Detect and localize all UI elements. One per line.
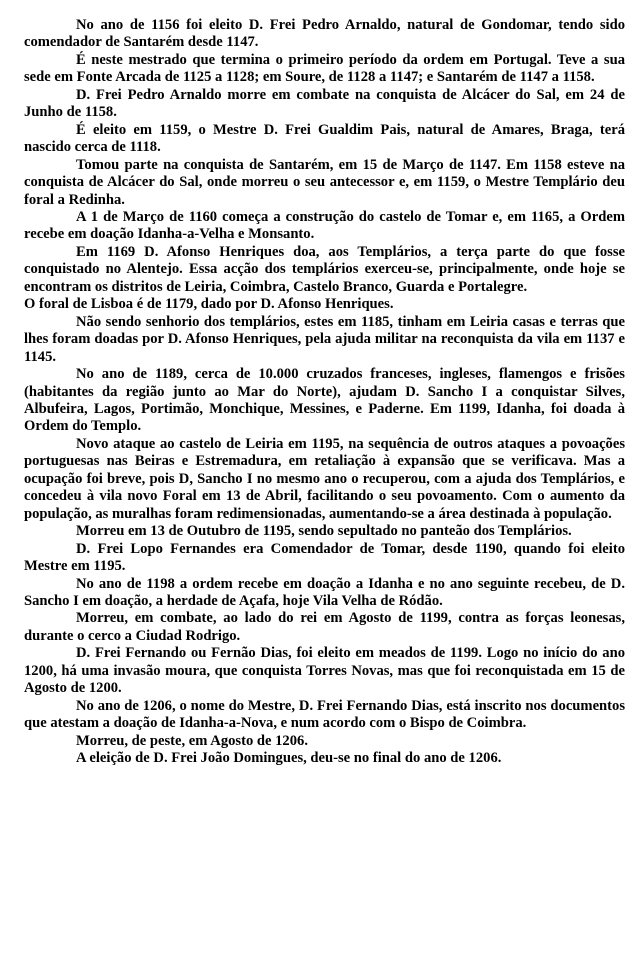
paragraph-19: A eleição de D. Frei João Domingues, deu-se no final do ano de 1206. (76, 750, 502, 767)
paragraph-10: No ano de 1189, cerca de 10.000 cruzados franceses, ingleses, flamengos e frisões (habitantes da região junto ao Mar do Norte), ajudam D. Sancho I a conquistar Silves, Albufeira, Lagos, Portimão, Monchique, Messines, e Paderne. Em 1199, Idanha, foi doada à Ordem do Templo. (24, 366, 625, 435)
paragraph-1: No ano de 1156 foi eleito D. Frei Pedro Arnaldo, natural de Gondomar, tendo sido comendador de Santarém desde 1147. (24, 17, 625, 51)
paragraph-17: No ano de 1206, o nome do Mestre, D. Frei Fernando Dias, está inscrito nos documentos que atestam a doação de Idanha-a-Nova, e num acordo com o Bispo de Coimbra. (24, 697, 625, 732)
paragraph-6: A 1 de Março de 1160 começa a construção do castelo de Tomar e, em 1165, a Ordem recebe em doação Idanha-a-Velha e Monsanto. (24, 208, 625, 243)
paragraph-2: É neste mestrado que termina o primeiro período da ordem em Portugal. Teve a sua sede em Fonte Arcada de 1125 a 1128; em Soure, de 1128 a 1147; e Santarém de 1147 a 1158. (24, 51, 625, 86)
paragraph-13: D. Frei Lopo Fernandes era Comendador de Tomar, desde 1190, quando foi eleito Mestre em 1195. (24, 540, 625, 575)
paragraph-12: Morreu em 13 de Outubro de 1195, sendo sepultado no panteão dos Templários. (76, 523, 572, 540)
paragraph-11: Novo ataque ao castelo de Leiria em 1195, na sequência de outros ataques a povoações portuguesas nas Beiras e Estremadura, em retaliação à expansão que se verificava. Mas a ocupação foi breve, pois D, Sancho I no mesmo ano o recuperou, com a ajuda dos Templários, e concedeu à vila novo Foral em 13 de Abril, facilitando o seu povoamento. Com o aumento da população, as muralhas foram redimensionadas, aumentando-se a área destinada à população. (24, 435, 625, 522)
paragraph-16: D. Frei Fernando ou Fernão Dias, foi eleito em meados de 1199. Logo no início do ano 1200, há uma invasão moura, que conquista Torres Novas, mas que foi reconquistada em 15 de Agosto de 1200. (24, 645, 625, 697)
paragraph-8: O foral de Lisboa é de 1179, dado por D. Afonso Henriques. (24, 296, 394, 313)
paragraph-18: Morreu, de peste, em Agosto de 1206. (76, 732, 308, 749)
paragraph-9: Não sendo senhorio dos templários, estes em 1185, tinham em Leiria casas e terras que lhes foram doadas por D. Afonso Henriques, pela ajuda militar na reconquista da vila em 1137 e 1145. (24, 313, 625, 365)
paragraph-14: No ano de 1198 a ordem recebe em doação a Idanha e no ano seguinte recebeu, de D. Sancho I em doação, a herdade de Açafa, hoje Vila Velha de Ródão. (24, 575, 625, 609)
paragraph-3: D. Frei Pedro Arnaldo morre em combate na conquista de Alcácer do Sal, em 24 de Junho de 1158. (24, 86, 625, 121)
paragraph-5: Tomou parte na conquista de Santarém, em 15 de Março de 1147. Em 1158 esteve na conquista de Alcácer do Sal, onde morreu o seu antecessor e, em 1159, o Mestre Templário deu foral a Redinha. (24, 156, 625, 208)
paragraph-7: Em 1169 D. Afonso Henriques doa, aos Templários, a terça parte do que fosse conquistado no Alentejo. Essa acção dos templários exerceu-se, principalmente, onde hoje se encontram os distritos de Leiria, Coimbra, Castelo Branco, Guarda e Portalegre. (24, 243, 625, 295)
paragraph-15: Morreu, em combate, ao lado do rei em Agosto de 1199, contra as forças leonesas, durante o cerco a Ciudad Rodrigo. (24, 610, 625, 644)
paragraph-4: É eleito em 1159, o Mestre D. Frei Gualdim Pais, natural de Amares, Braga, terá nascido cerca de 1118. (24, 121, 625, 156)
